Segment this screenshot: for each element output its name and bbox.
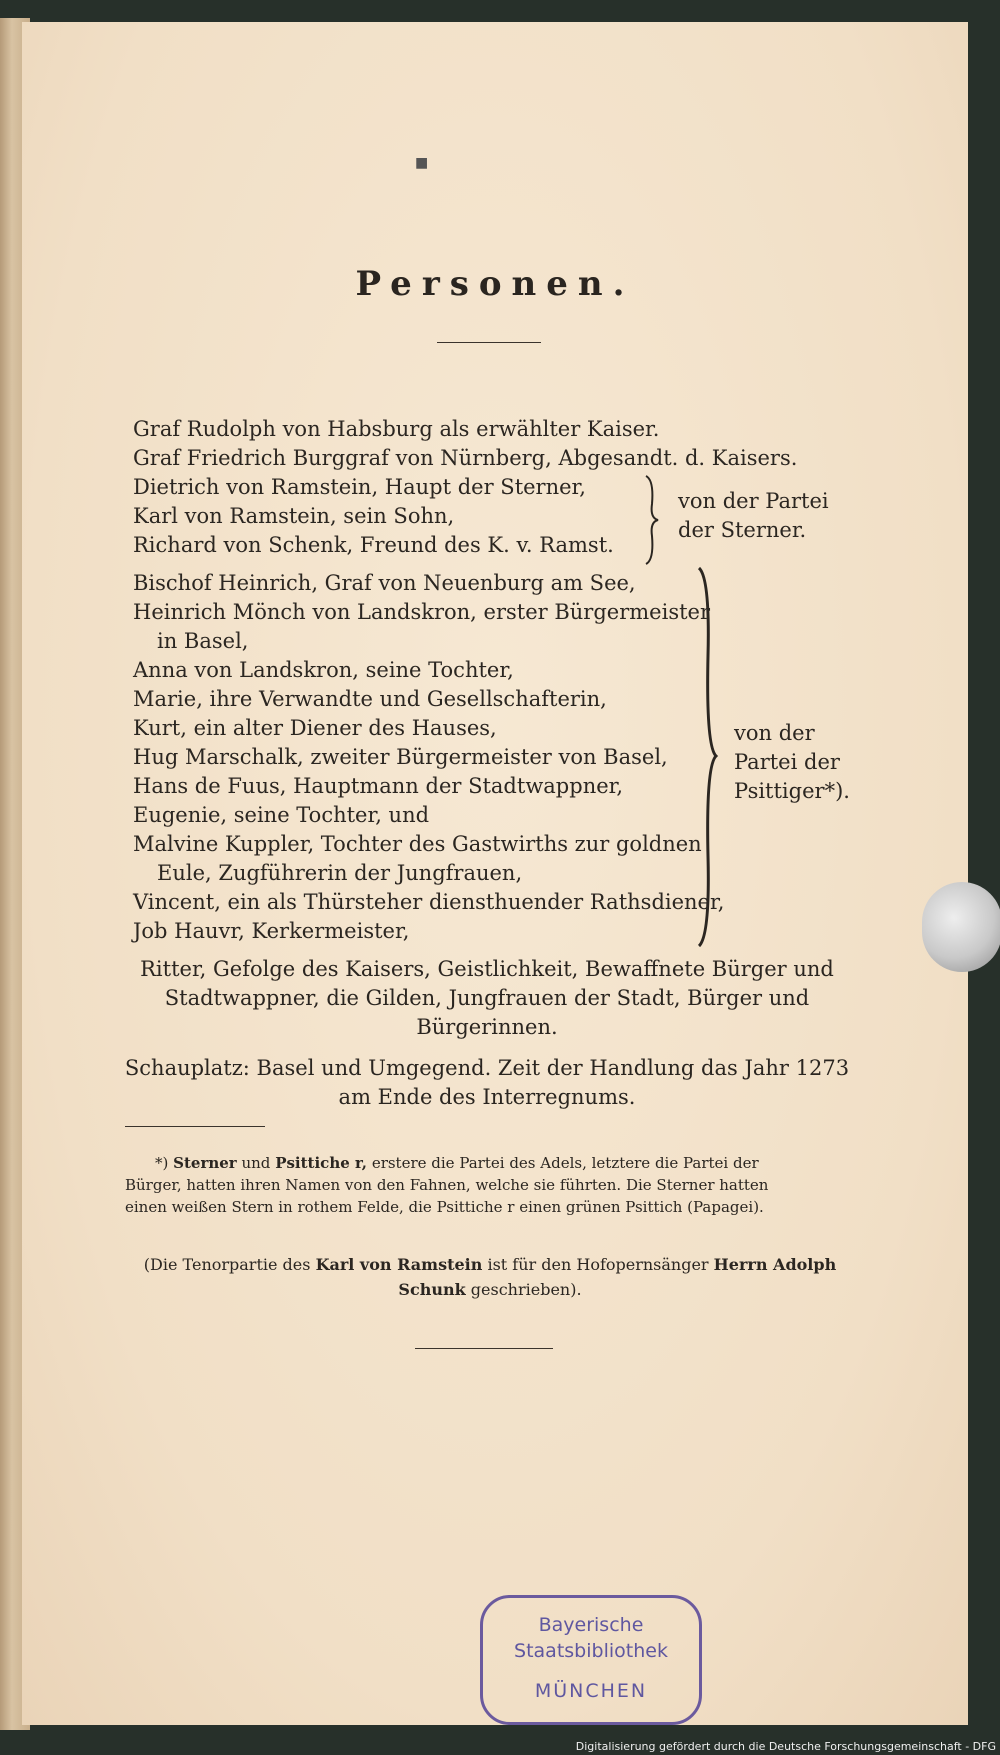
cast-line: Graf Rudolph von Habsburg als erwählter Kaiser. [133, 417, 660, 441]
cast-line: Hug Marschalk, zweiter Bürgermeister von Basel, [133, 745, 668, 769]
ornament-dot: ■ [415, 155, 429, 171]
tenor-note-part3: geschrieben). [470, 1280, 582, 1299]
footnote-line-3: einen weißen Stern in rothem Felde, die Psittiche r einen grünen Psittich (Papagei). [125, 1198, 764, 1216]
cast-line: in Basel, [157, 629, 249, 653]
extras-block [122, 955, 852, 1042]
extras-line: Bürgerinnen. [416, 1015, 558, 1039]
psittiger-note: von der [734, 721, 815, 745]
cast-line: Job Hauvr, Kerkermeister, [133, 919, 410, 943]
cast-line: Eugenie, seine Tochter, und [133, 803, 430, 827]
cast-line: Bischof Heinrich, Graf von Neuenburg am See, [133, 571, 636, 595]
setting-line: Schauplatz: Basel und Umgegend. Zeit der Handlung das Jahr 1273 [124, 1056, 850, 1080]
cast-line: Eule, Zugführerin der Jungfrauen, [157, 861, 523, 885]
cast-line: Richard von Schenk, Freund des K. v. Ramst. [133, 533, 614, 557]
sterner-note: von der Partei [678, 489, 829, 513]
cast-line: Dietrich von Ramstein, Haupt der Sterner, [133, 475, 586, 499]
footnote-line-1-rest: erstere die Partei des Adels, letztere die Partei der [371, 1154, 759, 1172]
cast-line: Hans de Fuus, Hauptmann der Stadtwappner, [133, 774, 624, 798]
digitization-credit: Digitalisierung gefördert durch die Deutsche Forschungsgemeinschaft - DFG [575, 1740, 996, 1753]
footnote-term-sterner: Sterner [173, 1154, 237, 1172]
footnote [125, 1152, 855, 1218]
cast-line: Marie, ihre Verwandte und Gesellschafterin, [133, 687, 607, 711]
footnote-line-1 [125, 1152, 855, 1174]
sterner-note: der Sterner. [678, 518, 807, 542]
footnote-marker: *) [155, 1154, 169, 1172]
cast-line: Malvine Kuppler, Tochter des Gastwirths zur goldnen [133, 832, 702, 856]
cast-line: Vincent, ein als Thürsteher diensthuender Rathsdiener, [133, 890, 725, 914]
bottom-rule [415, 1348, 553, 1349]
library-stamp [480, 1595, 702, 1725]
title-rule [437, 342, 541, 343]
extras-line: Stadtwappner, die Gilden, Jungfrauen der Stadt, Bürger und [164, 986, 810, 1010]
tenor-note-singer1: Herrn Adolph [713, 1255, 837, 1274]
tenor-note-part1: (Die Tenorpartie des [143, 1255, 311, 1274]
psittiger-brace [696, 566, 720, 948]
stamp-line: MÜNCHEN [534, 1680, 648, 1702]
cast-line: Graf Friedrich Burggraf von Nürnberg, Abgesandt. d. Kaisers. [133, 446, 798, 470]
tenor-note [122, 1252, 858, 1302]
cast-line: Heinrich Mönch von Landskron, erster Bürgermeister [133, 600, 710, 624]
setting-block [122, 1054, 852, 1112]
document-page [22, 22, 968, 1725]
tenor-note-line-1 [122, 1252, 858, 1277]
tenor-note-part2: ist für den Hofopernsänger [487, 1255, 709, 1274]
stamp-line: Staatsbibliothek [514, 1640, 668, 1662]
footnote-line-2: Bürger, hatten ihren Namen von den Fahnen, welche sie führten. Die Sterner hatten [125, 1176, 769, 1194]
setting-line: am Ende des Interregnums. [338, 1085, 636, 1109]
cast-line: Anna von Landskron, seine Tochter, [133, 658, 514, 682]
footnote-rule [125, 1126, 265, 1127]
extras-line: Ritter, Gefolge des Kaisers, Geistlichkeit, Bewaffnete Bürger und [140, 957, 834, 981]
cast-line: Karl von Ramstein, sein Sohn, [133, 504, 455, 528]
page-clip [922, 882, 1000, 972]
footnote-und: und [241, 1154, 271, 1172]
tenor-note-singer2: Schunk [398, 1280, 466, 1299]
sterner-brace [642, 474, 662, 566]
tenor-note-name: Karl von Ramstein [315, 1255, 483, 1274]
stamp-line: Bayerische [538, 1614, 644, 1636]
psittiger-note: Psittiger*). [734, 779, 850, 803]
tenor-note-line-2 [122, 1277, 858, 1302]
footnote-term-psittiche: Psittiche r, [275, 1154, 368, 1172]
psittiger-note: Partei der [734, 750, 840, 774]
page-title: Personen. [355, 264, 635, 304]
cast-line: Kurt, ein alter Diener des Hauses, [133, 716, 497, 740]
